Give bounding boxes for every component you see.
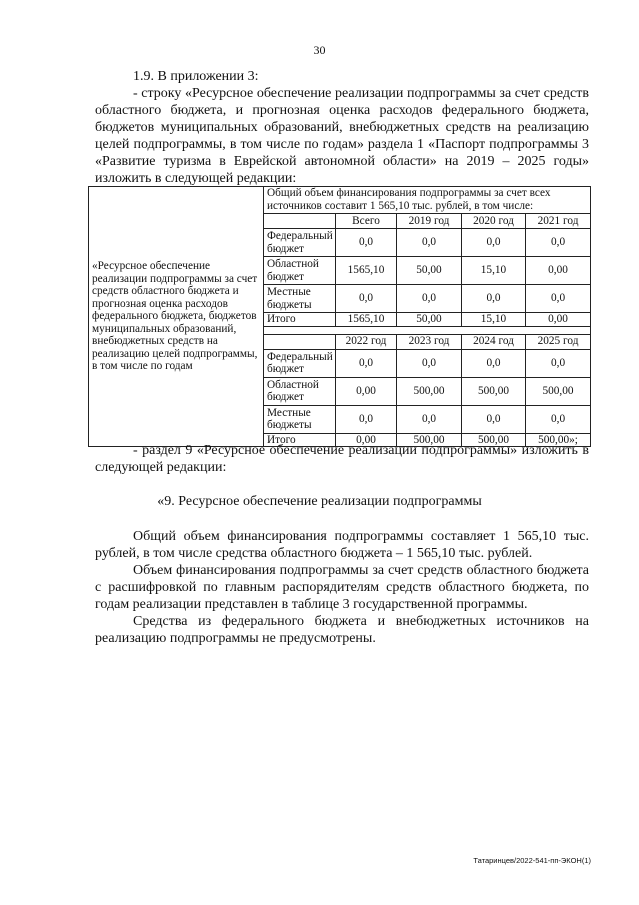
intro-line-1: 1.9. В приложении 3: (133, 69, 259, 84)
cell: 0,0 (462, 229, 526, 257)
section-title: «9. Ресурсное обеспечение реализации подпрограммы (157, 494, 482, 509)
cell: 0,0 (526, 405, 591, 433)
table-left-description: «Ресурсное обеспечение реализации подпрограммы за счет средств областного бюджета и прогнозная оценка расходов федерального бюджета, бюджетов муниципальных образований, внебюджетных средств на реализацию целей подпрограммы, в том числе по годам (89, 187, 264, 447)
empty-cell (264, 334, 336, 349)
cell: 500,00»; (526, 433, 591, 447)
cell: 500,00 (462, 433, 526, 447)
table-header-text: Общий объем финансирования подпрограммы за счет всех источников составит 1 565,10 тыс. рублей, в том числе: (264, 187, 591, 214)
empty-cell (264, 214, 336, 229)
cell: 0,00 (526, 313, 591, 327)
cell: 15,10 (462, 313, 526, 327)
intro-text (95, 68, 589, 187)
cell: 50,00 (397, 257, 462, 285)
row-label: Итого (264, 433, 336, 447)
cell: 0,0 (526, 285, 591, 313)
cell: 0,0 (336, 285, 397, 313)
cell: 0,0 (526, 229, 591, 257)
col-header: 2021 год (526, 214, 591, 229)
intro-line-2: - строку «Ресурсное обеспечение реализации подпрограммы за счет средств областного бюджета, и прогнозная оценка расходов федерального бюджета, бюджетов муниципальных образований, внебюджетных средств на реализацию целей подпрограммы, в том числе по годам» раздела 1 «Паспорт подпрограммы 3 «Развитие туризма в Еврейской автономной области» на 2019 – 2025 годы» изложить в следующей редакции: (95, 86, 589, 186)
col-header: 2024 год (462, 334, 526, 349)
row-label: Федеральный бюджет (264, 349, 336, 377)
cell: 0,0 (397, 285, 462, 313)
cell: 500,00 (397, 377, 462, 405)
cell: 15,10 (462, 257, 526, 285)
cell: 0,0 (336, 229, 397, 257)
cell: 1565,10 (336, 257, 397, 285)
after-table-line: - раздел 9 «Ресурсное обеспечение реализации подпрограммы» изложить в следующей редакции: (95, 443, 589, 475)
row-label: Итого (264, 313, 336, 327)
paragraph: Общий объем финансирования подпрограммы составляет 1 565,10 тыс. рублей, в том числе средства областного бюджета – 1 565,10 тыс. рублей. (95, 529, 589, 561)
cell: 0,0 (336, 349, 397, 377)
cell: 500,00 (462, 377, 526, 405)
col-header: 2020 год (462, 214, 526, 229)
paragraph: Средства из федерального бюджета и внебюджетных источников на реализацию подпрограммы не предусмотрены. (95, 614, 589, 646)
row-label: Федеральный бюджет (264, 229, 336, 257)
cell: 500,00 (526, 377, 591, 405)
document-footer: Татаринцев/2022-541-пп-ЭКОН(1) (473, 856, 591, 865)
col-header: Всего (336, 214, 397, 229)
resource-table (88, 186, 591, 447)
cell: 1565,10 (336, 313, 397, 327)
cell: 50,00 (397, 313, 462, 327)
cell: 0,00 (336, 377, 397, 405)
cell: 0,0 (462, 405, 526, 433)
cell: 0,0 (462, 349, 526, 377)
page-number: 30 (313, 43, 326, 57)
cell: 500,00 (397, 433, 462, 447)
row-label: Местные бюджеты (264, 405, 336, 433)
cell: 0,0 (526, 349, 591, 377)
after-table-text (95, 442, 589, 476)
col-header: 2022 год (336, 334, 397, 349)
cell: 0,0 (397, 229, 462, 257)
col-header: 2023 год (397, 334, 462, 349)
cell: 0,0 (397, 349, 462, 377)
col-header: 2019 год (397, 214, 462, 229)
cell: 0,00 (336, 433, 397, 447)
spacer-cell (264, 326, 591, 334)
cell: 0,0 (462, 285, 526, 313)
section-body (95, 528, 589, 647)
cell: 0,00 (526, 257, 591, 285)
row-label: Местные бюджеты (264, 285, 336, 313)
row-label: Областной бюджет (264, 377, 336, 405)
cell: 0,0 (397, 405, 462, 433)
paragraph: Объем финансирования подпрограммы за счет средств областного бюджета с расшифровкой по главным распорядителям средств областного бюджета, по годам реализации представлен в таблице 3 государственной программы. (95, 563, 589, 612)
row-label: Областной бюджет (264, 257, 336, 285)
col-header: 2025 год (526, 334, 591, 349)
cell: 0,0 (336, 405, 397, 433)
